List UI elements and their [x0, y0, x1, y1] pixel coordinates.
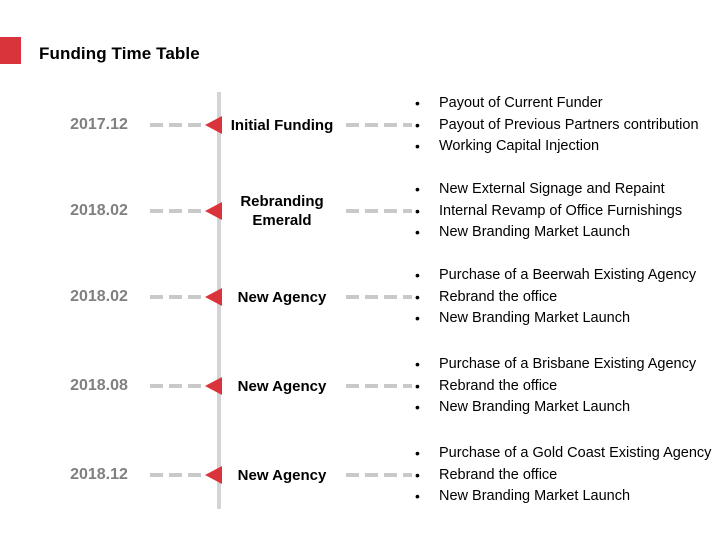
detail-item: • Payout of Current Funder	[415, 93, 699, 115]
event-details	[415, 265, 696, 330]
detail-item: • Purchase of a Brisbane Existing Agency	[415, 354, 696, 376]
event-details	[415, 443, 711, 508]
event-details	[415, 179, 682, 244]
event-date: 2018.02	[70, 202, 128, 219]
detail-item: • Rebrand the office	[415, 287, 696, 309]
event-date: 2018.02	[70, 288, 128, 305]
triangle-marker-icon	[205, 288, 222, 306]
event-label: New Agency	[237, 289, 327, 306]
timeline-event-2018-08	[0, 354, 720, 420]
page-title: Funding Time Table	[39, 44, 200, 63]
event-date: 2018.12	[70, 466, 128, 483]
event-date: 2017.12	[70, 116, 128, 133]
triangle-marker-icon	[205, 116, 222, 134]
dashed-connector-left	[150, 295, 204, 299]
timeline-event-2018-12	[0, 443, 720, 509]
detail-item: • Rebrand the office	[415, 465, 711, 487]
dashed-connector-right	[346, 473, 412, 477]
timeline-event-2018-02-rebranding	[0, 179, 720, 245]
dashed-connector-right	[346, 295, 412, 299]
dashed-connector-right	[346, 384, 412, 388]
dashed-connector-left	[150, 123, 204, 127]
dashed-connector-right	[346, 123, 412, 127]
event-label: Rebranding Emerald	[240, 193, 324, 229]
detail-item: • Payout of Previous Partners contribution	[415, 115, 699, 137]
triangle-marker-icon	[205, 377, 222, 395]
triangle-marker-icon	[205, 202, 222, 220]
detail-item: • Internal Revamp of Office Furnishings	[415, 201, 682, 223]
detail-item: • Purchase of a Gold Coast Existing Agency	[415, 443, 711, 465]
detail-item: • New Branding Market Launch	[415, 486, 711, 508]
event-date: 2018.08	[70, 377, 128, 394]
dashed-connector-left	[150, 473, 204, 477]
detail-item: • New Branding Market Launch	[415, 308, 696, 330]
detail-item: • Working Capital Injection	[415, 136, 699, 158]
dashed-connector-left	[150, 209, 204, 213]
triangle-marker-icon	[205, 466, 222, 484]
event-details	[415, 354, 696, 419]
event-details	[415, 93, 699, 158]
detail-item: • Rebrand the office	[415, 376, 696, 398]
event-label: New Agency	[237, 467, 327, 484]
event-label: New Agency	[237, 378, 327, 395]
detail-item: • New Branding Market Launch	[415, 222, 682, 244]
dashed-connector-left	[150, 384, 204, 388]
dashed-connector-right	[346, 209, 412, 213]
title-accent-block	[0, 37, 21, 64]
event-label: Initial Funding	[230, 117, 334, 134]
detail-item: • New External Signage and Repaint	[415, 179, 682, 201]
detail-item: • Purchase of a Beerwah Existing Agency	[415, 265, 696, 287]
timeline-event-2018-02-new-agency	[0, 265, 720, 331]
detail-item: • New Branding Market Launch	[415, 397, 696, 419]
timeline-event-2017-12	[0, 93, 720, 159]
